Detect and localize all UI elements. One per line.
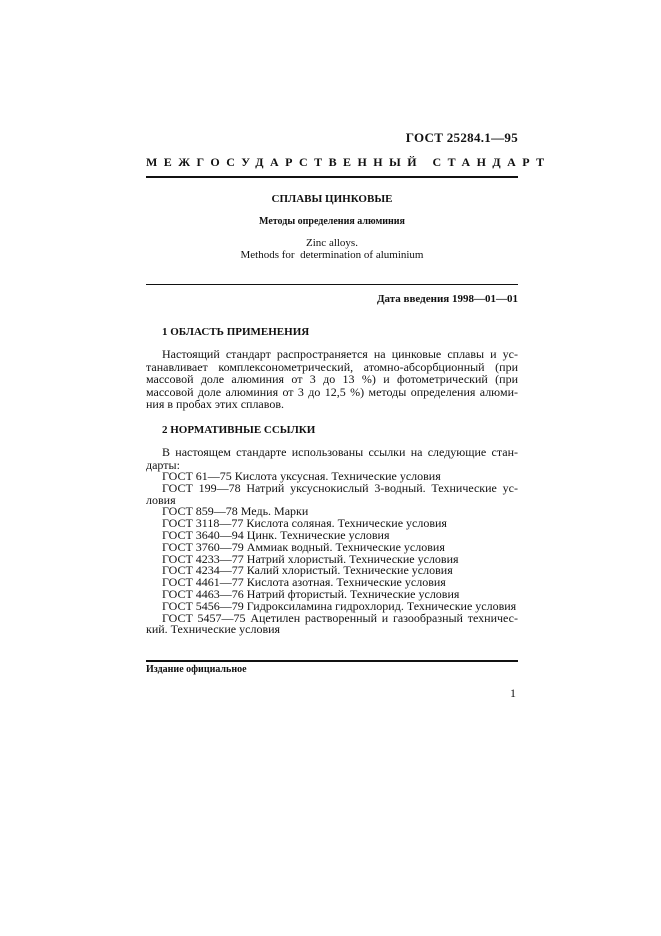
reference-item: ГОСТ 859—78 Медь. Марки xyxy=(162,504,309,519)
section-1-heading: 1 ОБЛАСТЬ ПРИМЕНЕНИЯ xyxy=(162,326,310,338)
reference-item: ГОСТ 3640—94 Цинк. Технические условия xyxy=(162,527,390,542)
reference-item: ГОСТ 4234—77 Калий хлористый. Технические условия xyxy=(162,563,453,578)
title-ru: СПЛАВЫ ЦИНКОВЫЕ xyxy=(271,193,393,205)
section-2-heading: 2 НОРМАТИВНЫЕ ССЫЛКИ xyxy=(162,424,316,436)
reference-item: ГОСТ 5456—79 Гидроксиламина гидрохлорид. Технические условия xyxy=(162,598,517,613)
footer-rule xyxy=(146,660,518,662)
section-2-intro xyxy=(146,446,518,471)
reference-item: кий. Технические условия xyxy=(146,622,281,637)
reference-item: ГОСТ 61—75 Кислота уксусная. Технические условия xyxy=(162,469,441,483)
effective-date: Дата введения 1998—01—01 xyxy=(376,293,518,305)
reference-item: ГОСТ 199—78 Натрий уксуснокислый 3-водный. Технические ус- xyxy=(162,480,518,495)
text-line: Настоящий стандарт распространяется на цинковые сплавы и ус- xyxy=(162,347,518,361)
reference-list xyxy=(146,471,518,636)
text-line: массовой доле алюминия от 3 до 12,5 %) методы определения алюми- xyxy=(146,384,518,399)
title-en-line2: Methods for determination of aluminium xyxy=(240,249,424,261)
title-rule xyxy=(146,284,518,285)
standard-category: МЕЖГОСУДАРСТВЕННЫЙ СТАНДАРТ xyxy=(146,155,551,169)
edition-note: Издание официальное xyxy=(146,664,247,675)
title-en-line1: Zinc alloys. xyxy=(306,237,358,249)
text-line: дарты: xyxy=(146,457,180,472)
subtitle-ru: Методы определения алюминия xyxy=(259,216,405,227)
page-number: 1 xyxy=(510,686,516,700)
gost-designation: ГОСТ 25284.1—95 xyxy=(405,130,518,145)
top-rule xyxy=(146,176,518,178)
reference-item: ловия xyxy=(146,492,176,507)
reference-item: ГОСТ 4233—77 Натрий хлористый. Технические условия xyxy=(162,551,459,566)
reference-item: ГОСТ 3760—79 Аммиак водный. Технические условия xyxy=(162,539,445,554)
reference-item: ГОСТ 5457—75 Ацетилен растворенный и газообразный техничес- xyxy=(162,610,518,625)
reference-item: ГОСТ 3118—77 Кислота соляная. Технические условия xyxy=(162,516,447,531)
reference-item: ГОСТ 4463—76 Натрий фтористый. Технические условия xyxy=(162,586,460,601)
text-line: массовой доле алюминия от 3 до 13 %) и фотометрический (при xyxy=(146,372,518,387)
text-line: танавливает комплексонометрический, атомно-абсорбционный (при xyxy=(146,359,518,374)
text-line: В настоящем стандарте использованы ссылки на следующие стан- xyxy=(162,445,518,459)
section-1-text xyxy=(146,348,518,411)
text-line: ния в пробах этих сплавов. xyxy=(146,397,285,412)
reference-item: ГОСТ 4461—77 Кислота азотная. Технические условия xyxy=(162,575,446,590)
